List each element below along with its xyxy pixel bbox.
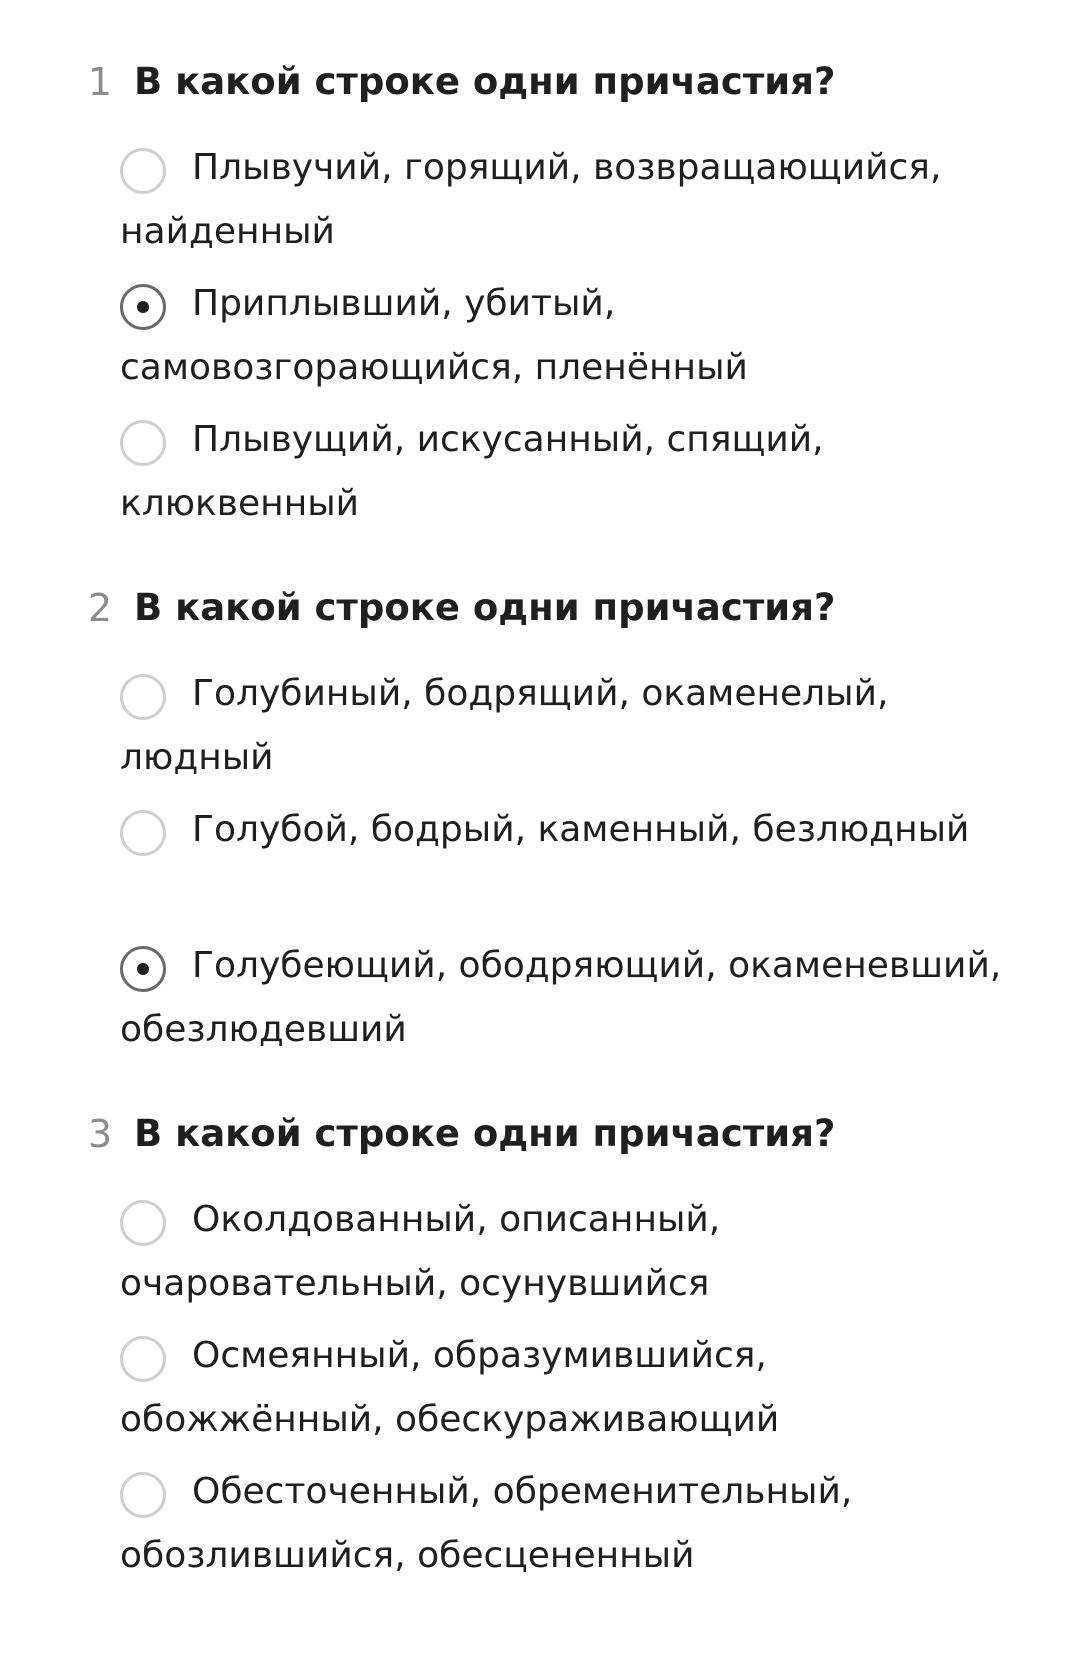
answer-option[interactable]	[0, 276, 1080, 412]
answer-label: Голубой, бодрый, каменный, безлюдный	[192, 809, 970, 850]
answer-label: Голубиный, бодрящий, окаменелый, людный	[120, 673, 889, 778]
answer-label: Приплывший, убитый, самовозгорающийся, пленённый	[120, 283, 748, 388]
question-number: 3	[87, 1112, 113, 1156]
question-title: В какой строке одни причастия?	[134, 1112, 836, 1155]
question-title: В какой строке одни причастия?	[134, 60, 836, 103]
answer-option[interactable]	[0, 412, 1080, 548]
answer-label: Голубеющий, ободряющий, окаменевший, обезлюдевший	[120, 945, 1002, 1050]
answer-options	[0, 140, 1080, 548]
answer-option[interactable]	[0, 1328, 1080, 1464]
answer-options	[0, 1192, 1080, 1600]
question-header	[0, 1104, 1080, 1164]
answer-option[interactable]	[0, 1464, 1080, 1600]
answer-option[interactable]	[0, 140, 1080, 276]
question-2	[0, 578, 1080, 1050]
question-1	[0, 52, 1080, 524]
question-title: В какой строке одни причастия?	[134, 586, 836, 629]
answer-label: Обесточенный, обременительный, обозлившийся, обесцененный	[120, 1471, 853, 1576]
answer-option[interactable]	[0, 1192, 1080, 1328]
answer-label: Плывучий, горящий, возвращающийся, найденный	[120, 147, 942, 252]
question-header	[0, 52, 1080, 112]
question-number: 2	[87, 586, 113, 630]
answer-label: Осмеянный, образумившийся, обожжённый, обескураживающий	[120, 1335, 780, 1440]
answer-label: Околдованный, описанный, очаровательный, осунувшийся	[120, 1199, 721, 1304]
question-3	[0, 1104, 1080, 1576]
answer-option[interactable]	[0, 666, 1080, 802]
answer-option[interactable]	[0, 802, 1080, 938]
answer-options	[0, 666, 1080, 1074]
answer-option[interactable]	[0, 938, 1080, 1074]
question-header	[0, 578, 1080, 638]
answer-label: Плывущий, искусанный, спящий, клюквенный	[120, 419, 824, 524]
question-number: 1	[87, 60, 113, 104]
